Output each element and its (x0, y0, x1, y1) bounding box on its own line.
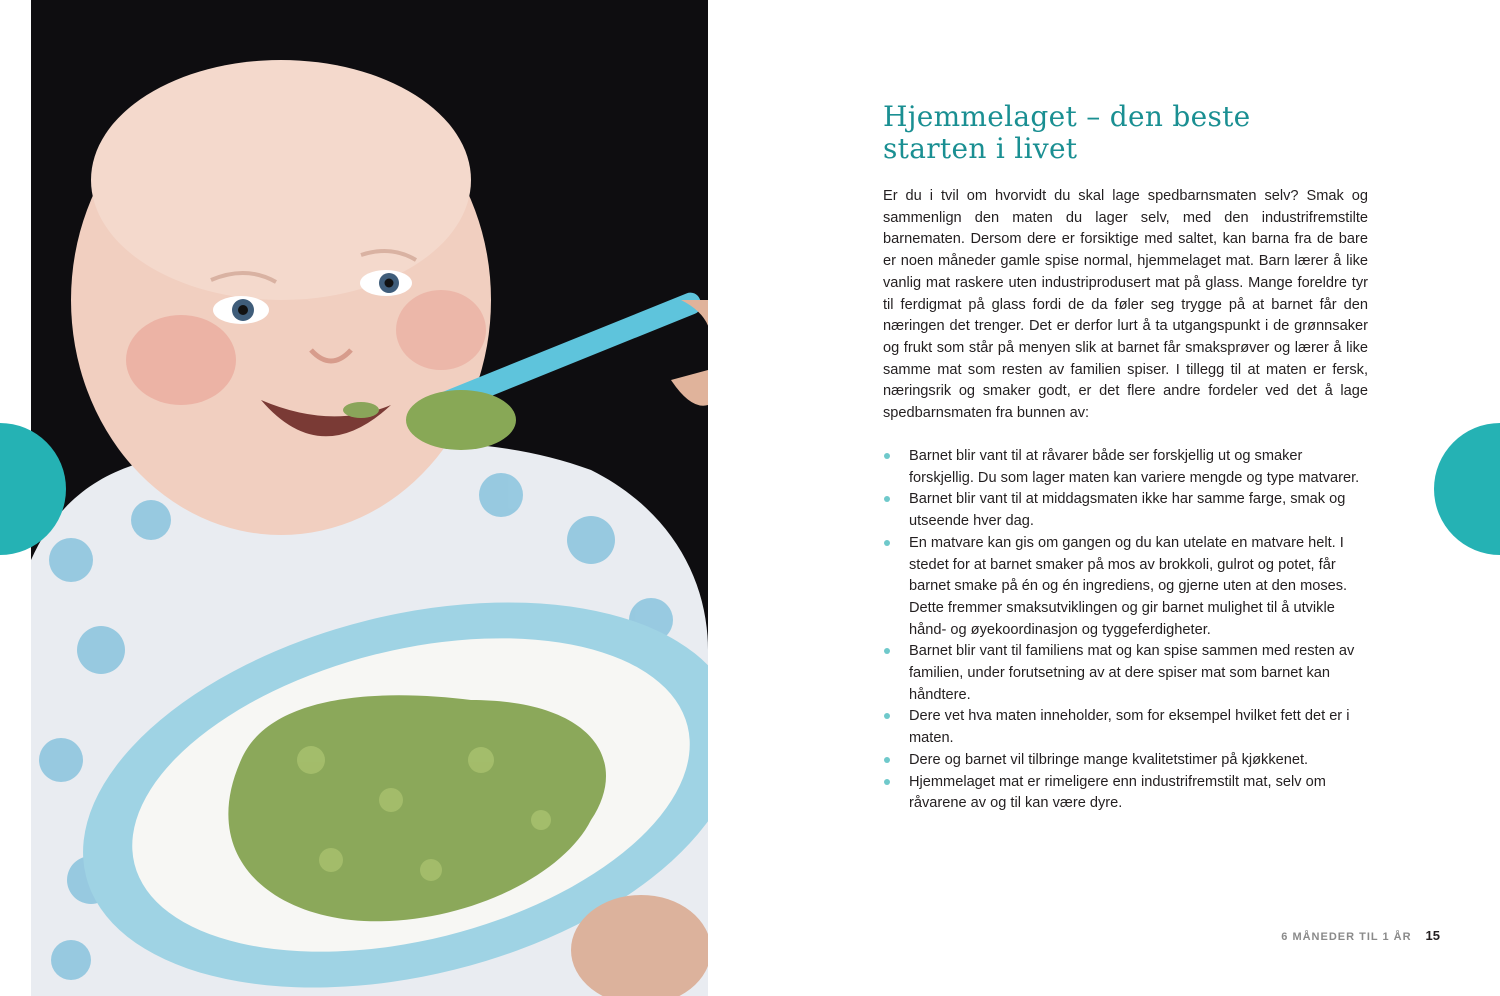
chapter-tab-right (1434, 423, 1500, 555)
bullet-icon (884, 713, 890, 719)
benefits-list (883, 446, 1368, 815)
bullet-icon (884, 779, 890, 785)
list-item (883, 750, 1368, 772)
heading-line-1: Hjemmelaget – den beste (883, 100, 1251, 133)
list-item (883, 489, 1368, 532)
list-item-text: Hjemmelaget mat er rimeligere enn industrifremstilt mat, selv om råvarene av og til kan være dyre. (909, 773, 1326, 812)
list-item-text: En matvare kan gis om gangen og du kan utelate en matvare helt. I stedet for at barnet smaker på mos av brokkoli, gulrot og potet, får barnet smake på én og én ingrediens, og gjerne uten at den moses. Dette fremmer smaksutviklingen og gir barnet mulighet til å utvikle hånd- og øyekoordinasjon og tyggeferdigheter. (909, 534, 1348, 638)
bullet-icon (884, 757, 890, 763)
list-item-text: Dere og barnet vil tilbringe mange kvalitetstimer på kjøkkenet. (909, 751, 1309, 768)
bullet-icon (884, 496, 890, 502)
heading-line-2: starten i livet (883, 132, 1078, 165)
list-item (883, 641, 1368, 706)
list-item-text: Barnet blir vant til at råvarer både ser forskjellig ut og smaker forskjellig. Du som lager maten kan variere mengde og type matvarer. (909, 448, 1360, 486)
page-number: 15 (1425, 928, 1440, 943)
baby-eating-photo (31, 0, 708, 996)
list-item-text: Dere vet hva maten inneholder, som for eksempel hvilket fett det er i maten. (909, 708, 1350, 747)
bullet-icon (884, 453, 890, 459)
page-heading (883, 101, 1403, 165)
list-item (883, 772, 1368, 815)
list-item (883, 706, 1368, 749)
bullet-icon (884, 540, 890, 546)
list-item-text: Barnet blir vant til familiens mat og kan spise sammen med resten av familien, under forutsetning av at dere spiser mat som barnet kan håndtere. (909, 643, 1355, 703)
list-item (883, 533, 1368, 642)
intro-paragraph: Er du i tvil om hvorvidt du skal lage spedbarnsmaten selv? Smak og sammenlign den maten du lager selv, med den industrifremstilte barnematen. Dersom dere er forsiktige med saltet, kan barna fra de bare er noen måneder gamle spise normal, hjemmelaget mat. Barn lærer å like vanlig mat raskere uten industriprodusert mat på glass. Mange foreldre tyr til ferdigmat på glass fordi de da føler seg trygge på at barnet får den næringen det trenger. Det er derfor lurt å ta utgangspunkt i de grønnsaker og frukt som står på menyen slik at barnet får smaksprøver og lærer å like samme mat som resten av familien spiser. I tillegg til at maten er fersk, næringsrik og smaker godt, er det flere andre fordeler ved det å lage spedbarnsmaten fra bunnen av: (883, 188, 1368, 422)
bullet-icon (884, 648, 890, 654)
running-footer-section: 6 MÅNEDER TIL 1 ÅR (1281, 931, 1412, 943)
baby-photo-illustration (31, 0, 708, 996)
page-footer (1270, 928, 1440, 943)
list-item-text: Barnet blir vant til at middagsmaten ikke har samme farge, smak og utseende hver dag. (909, 491, 1346, 530)
list-item (883, 446, 1368, 489)
